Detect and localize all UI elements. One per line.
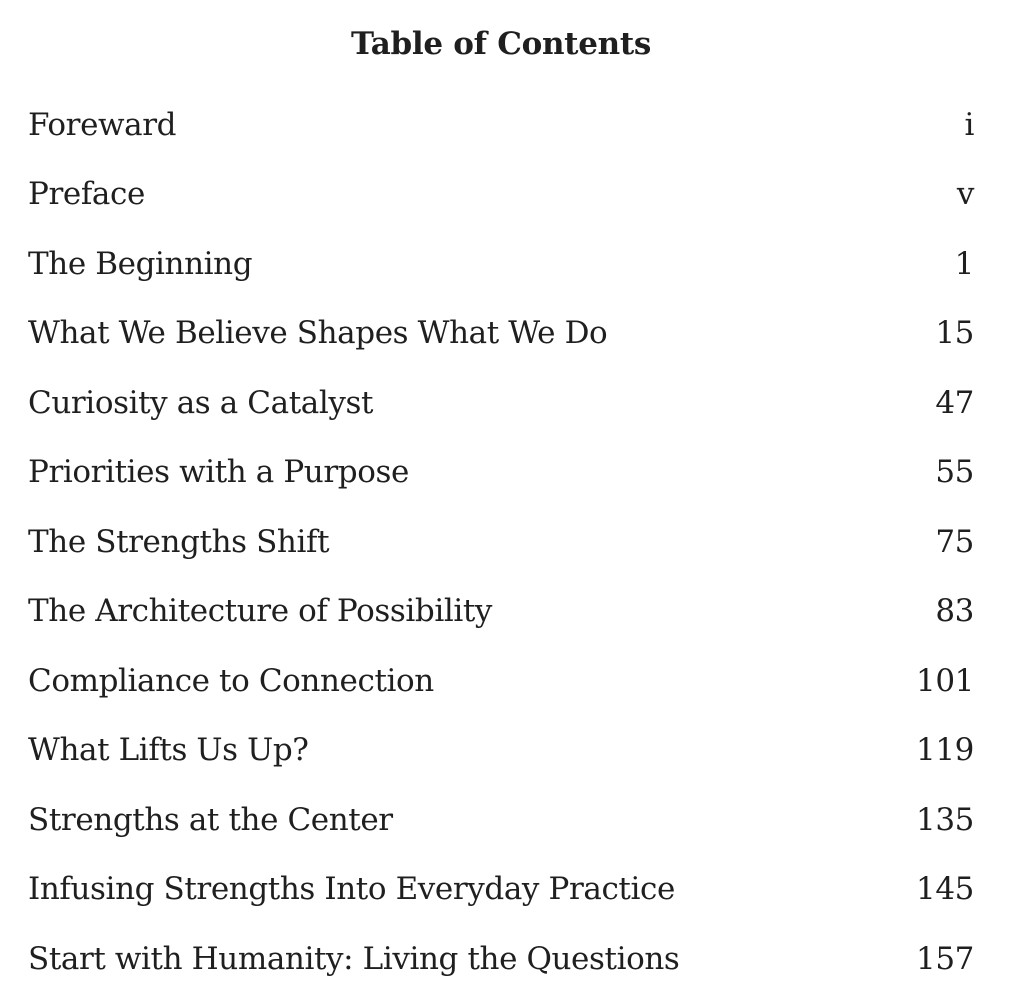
toc-entry-page: 75	[935, 523, 974, 560]
toc-entry-title: Start with Humanity: Living the Questions	[28, 940, 680, 977]
toc-entry-page: 1	[954, 245, 974, 282]
toc-entry-title: What We Believe Shapes What We Do	[28, 315, 608, 352]
toc-entry[interactable]	[28, 299, 974, 369]
toc-entry-page: 47	[935, 384, 974, 421]
toc-entry-title: Strengths at the Center	[28, 801, 393, 838]
toc-entry-page: 119	[916, 732, 974, 769]
toc-entry-page: v	[956, 176, 974, 213]
toc-entry-title: Foreward	[28, 106, 177, 143]
toc-entry-title: The Beginning	[28, 245, 253, 282]
toc-entry-page: 101	[916, 662, 974, 699]
toc-entry-page: 15	[935, 315, 974, 352]
toc-entry[interactable]	[28, 229, 974, 299]
toc-entry[interactable]	[28, 438, 974, 508]
toc-entry-page: 83	[935, 593, 974, 630]
toc-entry[interactable]	[28, 924, 974, 994]
toc-entry-title: The Architecture of Possibility	[28, 593, 493, 630]
toc-entry[interactable]	[28, 90, 974, 160]
toc-entry-title: Compliance to Connection	[28, 662, 434, 699]
toc-list	[28, 90, 974, 994]
toc-entry-page: 157	[916, 940, 974, 977]
toc-entry[interactable]	[28, 646, 974, 716]
toc-entry-title: Preface	[28, 176, 145, 213]
toc-entry-title: The Strengths Shift	[28, 523, 330, 560]
toc-entry-page: 55	[935, 454, 974, 491]
toc-entry[interactable]	[28, 577, 974, 647]
toc-entry[interactable]	[28, 855, 974, 925]
toc-entry[interactable]	[28, 785, 974, 855]
toc-heading: Table of Contents	[350, 26, 652, 62]
toc-entry[interactable]	[28, 368, 974, 438]
toc-entry-title: Infusing Strengths Into Everyday Practice	[28, 871, 675, 908]
toc-entry-page: i	[964, 106, 974, 143]
toc-entry-title: Priorities with a Purpose	[28, 454, 409, 491]
toc-entry[interactable]	[28, 716, 974, 786]
toc-entry-title: Curiosity as a Catalyst	[28, 384, 374, 421]
toc-entry-title: What Lifts Us Up?	[28, 732, 309, 769]
toc-entry[interactable]	[28, 160, 974, 230]
toc-entry[interactable]	[28, 507, 974, 577]
toc-entry-page: 145	[916, 871, 974, 908]
toc-entry-page: 135	[916, 801, 974, 838]
